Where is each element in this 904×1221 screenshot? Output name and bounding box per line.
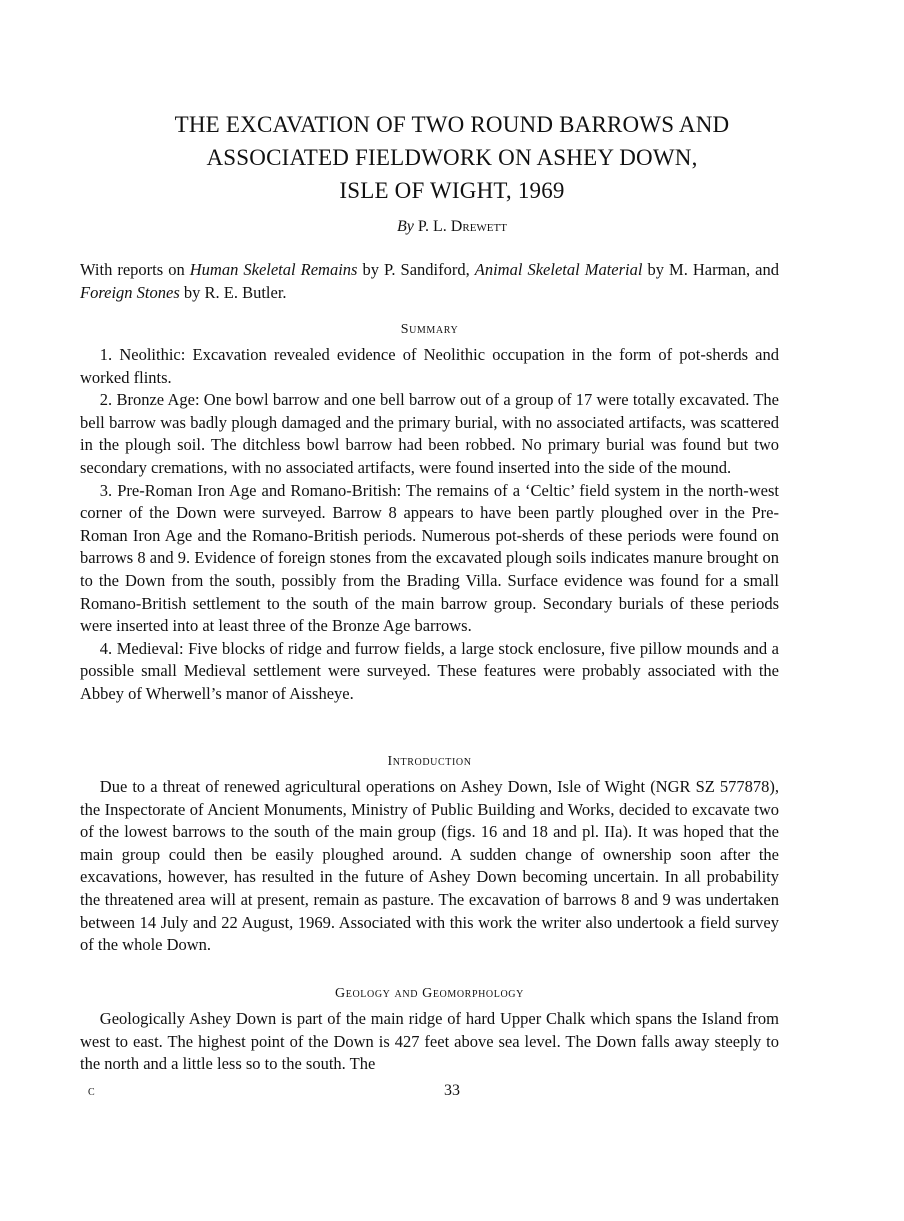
article-title <box>80 108 824 207</box>
reports-text-3: by M. Harman, and <box>642 260 779 279</box>
author-by: By <box>397 218 414 235</box>
reports-text-1: With reports on <box>80 260 190 279</box>
reports-emph-1: Human Skeletal Remains <box>189 260 358 279</box>
summary-paragraph-2: 2. Bronze Age: One bowl barrow and one bell barrow out of a group of 17 were totally excavated. The bell barrow was badly plough damaged and the primary burial, with no associated artifacts, was scattered in the plough soil. The ditchless bowl barrow had been robbed. No primary burial was found but two secondary cremations, with no associated artifacts, were found inserted into the side of the mound. <box>80 390 779 477</box>
title-line-1: THE EXCAVATION OF TWO ROUND BARROWS AND <box>174 112 730 137</box>
contributors-note <box>80 258 779 304</box>
introduction-heading: Introduction <box>387 754 472 769</box>
title-line-3: ISLE OF WIGHT, 1969 <box>339 178 565 203</box>
geology-paragraph-1: Geologically Ashey Down is part of the main ridge of hard Upper Chalk which spans the Island from west to east. The highest point of the Down is 427 feet above sea level. The Down falls away steeply to the north and a little less so to the south. The <box>80 1009 779 1074</box>
reports-emph-3: Foreign Stones <box>80 283 180 302</box>
summary-paragraph-3: 3. Pre-Roman Iron Age and Romano-British: The remains of a ‘Celtic’ field system in the north-west corner of the Down were surveyed. Barrow 8 appears to have been partly ploughed over in the Pre-Roman Iron Age and the Romano-British periods. Numerous pot-sherds of these periods were found on barrows 8 and 9. Evidence of foreign stones from the excavated plough soils indicates manure brought on to the Down from the south, possibly from the Brading Villa. Surface evidence was found for a small Romano-British settlement to the south of the main barrow group. Secondary burials of these periods were inserted into at least three of the Bronze Age barrows. <box>80 480 779 636</box>
reports-emph-2: Animal Skeletal Material <box>474 260 643 279</box>
author-line <box>80 218 824 236</box>
geology-section <box>80 1008 779 1076</box>
summary-paragraph-4: 4. Medieval: Five blocks of ridge and furrow fields, a large stock enclosure, five pillow mounds and a possible small Medieval settlement were surveyed. These features were probably associated with the Abbey of Wherwell’s manor of Aissheye. <box>80 638 779 703</box>
title-line-2: ASSOCIATED FIELDWORK ON ASHEY DOWN, <box>206 145 698 170</box>
summary-section <box>80 344 779 706</box>
summary-heading: Summary <box>400 322 459 337</box>
page-number: 33 <box>444 1082 460 1099</box>
signature-mark: c <box>88 1084 95 1099</box>
geology-heading: Geology and Geomorphology <box>335 986 524 1001</box>
introduction-section <box>80 776 779 957</box>
introduction-paragraph-1: Due to a threat of renewed agricultural operations on Ashey Down, Isle of Wight (NGR SZ 577878), the Inspectorate of Ancient Monuments, Ministry of Public Building and Works, decided to excavate two of the lowest barrows to the south of the main group (figs. 16 and 18 and pl. IIa). It was hoped that the main group could then be easily ploughed around. A sudden change of ownership soon after the excavations, however, has resulted in the future of Ashey Down becoming uncertain. In all probability the threatened area will at present, remain as pasture. The excavation of barrows 8 and 9 was undertaken between 14 July and 22 August, 1969. Associated with this work the writer also undertook a field survey of the whole Down. <box>80 777 779 955</box>
reports-text-4: by R. E. Butler. <box>179 283 287 302</box>
author-name: P. L. Drewett <box>417 218 507 235</box>
reports-text-2: by P. Sandiford, <box>357 260 475 279</box>
summary-paragraph-1: 1. Neolithic: Excavation revealed evidence of Neolithic occupation in the form of pot-sherds and worked flints. <box>80 345 779 387</box>
